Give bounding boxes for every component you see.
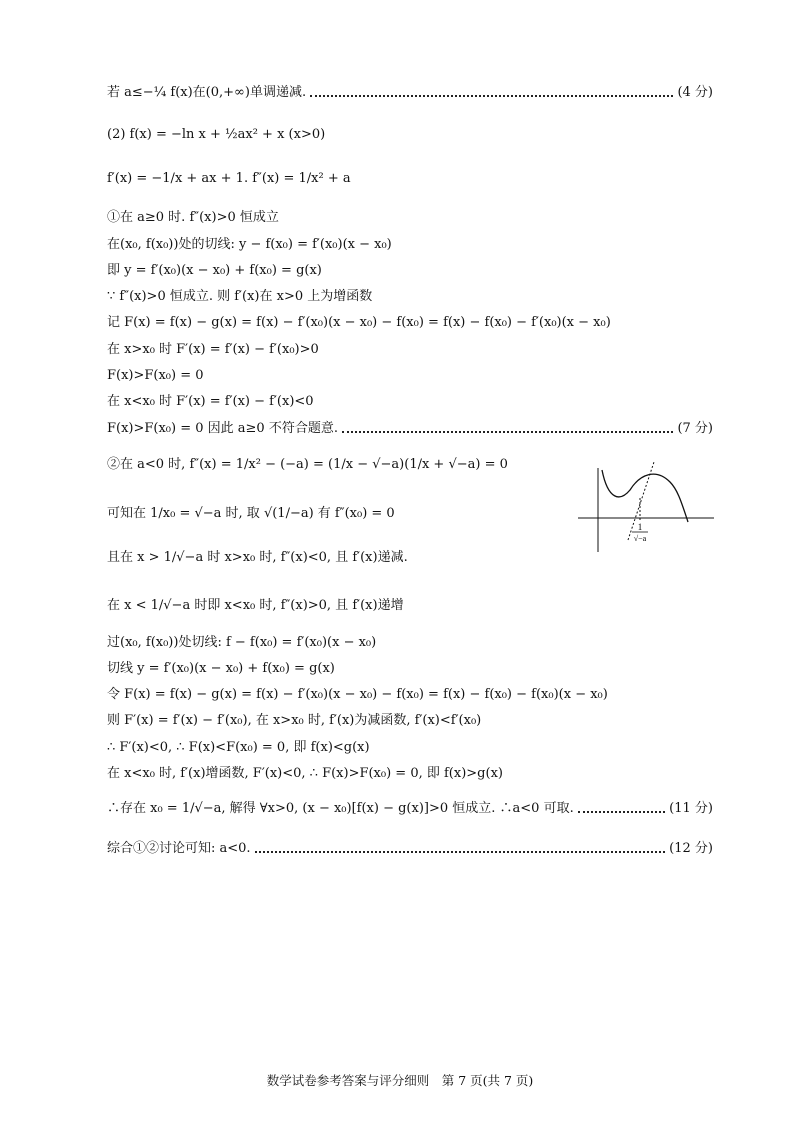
function-sketch-graph <box>578 460 718 555</box>
line-22: 在 x<x₀ 时, f′(x)增函数, F′(x)<0, ∴ F(x)>F(x₀) = 0, 即 f(x)>g(x) <box>107 766 503 781</box>
line-24-text: 综合①②讨论可知: a<0. <box>107 841 251 856</box>
line-4: ①在 a≥0 时. f″(x)>0 恒成立 <box>107 210 279 225</box>
leader-dots <box>342 431 673 433</box>
line-24 <box>107 840 713 858</box>
line-1-text: 若 a≤−¼ f(x)在(0,+∞)单调递减. <box>107 85 307 100</box>
leader-dots <box>578 811 665 813</box>
line-18: 切线 y = f′(x₀)(x − x₀) + f(x₀) = g(x) <box>107 661 335 676</box>
line-9: 在 x>x₀ 时 F′(x) = f′(x) − f′(x₀)>0 <box>107 342 319 357</box>
line-23-text: ∴存在 x₀ = 1/√−a, 解得 ∀x>0, (x − x₀)[f(x) − g(x)]>0 恒成立. ∴a<0 可取. <box>107 801 574 816</box>
line-11: 在 x<x₀ 时 F′(x) = f′(x) − f′(x)<0 <box>107 394 314 409</box>
score-11: (11 分) <box>669 801 713 816</box>
line-17: 过(x₀, f(x₀))处切线: f − f(x₀) = f′(x₀)(x − x₀) <box>107 635 377 650</box>
score-4: (4 分) <box>677 85 713 100</box>
leader-dots <box>255 851 666 853</box>
line-10: F(x)>F(x₀) = 0 <box>107 368 204 383</box>
line-12-text: F(x)>F(x₀) = 0 因此 a≥0 不符合题意. <box>107 421 338 436</box>
line-19: 令 F(x) = f(x) − g(x) = f(x) − f′(x₀)(x − x₀) − f(x₀) = f(x) − f(x₀) − f(x₀)(x − x₀) <box>107 687 608 702</box>
line-12 <box>107 420 713 438</box>
line-14: 可知在 1/x₀ = √−a 时, 取 √(1/−a) 有 f″(x₀) = 0 <box>107 506 395 521</box>
x0-label-den: √−a <box>633 534 647 543</box>
line-2: (2) f(x) = −ln x + ½ax² + x (x>0) <box>107 127 326 142</box>
line-21: ∴ F′(x)<0, ∴ F(x)<F(x₀) = 0, 即 f(x)<g(x) <box>107 740 370 755</box>
x0-label-num: 1 <box>637 522 643 532</box>
line-3: f′(x) = −1/x + ax + 1. f″(x) = 1/x² + a <box>107 171 351 186</box>
score-7: (7 分) <box>677 421 713 436</box>
line-6: 即 y = f′(x₀)(x − x₀) + f(x₀) = g(x) <box>107 263 322 278</box>
line-8: 记 F(x) = f(x) − g(x) = f(x) − f′(x₀)(x − x₀) − f(x₀) = f(x) − f(x₀) − f′(x₀)(x − x₀) <box>107 315 611 330</box>
line-23 <box>107 800 713 818</box>
line-20: 则 F′(x) = f′(x) − f′(x₀), 在 x>x₀ 时, f′(x)为减函数, f′(x)<f′(x₀) <box>107 713 482 728</box>
line-7: ∵ f″(x)>0 恒成立. 则 f′(x)在 x>0 上为增函数 <box>107 289 373 304</box>
score-12: (12 分) <box>669 841 713 856</box>
line-13: ②在 a<0 时, f″(x) = 1/x² − (−a) = (1/x − √−a)(1/x + √−a) = 0 <box>107 457 508 472</box>
curve-f <box>602 470 688 522</box>
line-1 <box>107 84 713 102</box>
line-16: 在 x < 1/√−a 时即 x<x₀ 时, f″(x)>0, 且 f′(x)递增 <box>107 598 404 613</box>
leader-dots <box>310 95 673 97</box>
page-footer: 数学试卷参考答案与评分细则 第 7 页(共 7 页) <box>266 1073 534 1088</box>
line-5: 在(x₀, f(x₀))处的切线: y − f(x₀) = f′(x₀)(x − x₀) <box>107 237 392 252</box>
line-15: 且在 x > 1/√−a 时 x>x₀ 时, f″(x)<0, 且 f′(x)递减. <box>107 550 408 565</box>
